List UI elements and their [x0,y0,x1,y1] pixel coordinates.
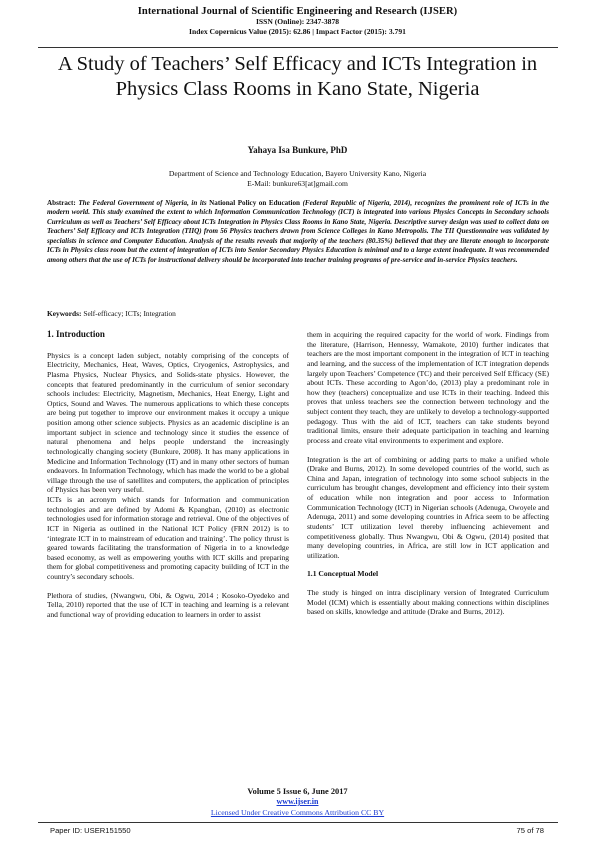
page-number: 75 of 78 [516,826,544,835]
paper-id: Paper ID: USER151550 [50,826,131,835]
abstract-label: Abstract: [47,199,76,207]
abstract-text-2: (Federal Republic of Nigeria, 2014), recognizes the prominent role of ICTs in the modern world. This study examined the extent to which Information Communication Technology (ICT) is integrated into various Physics Concepts in Secondary schools Curriculum as well as Teachers’ Self Efficacy about ICTs Integration in Physics Class Rooms in Kano State, Nigeria. Descriptive survey design was used to collect data on Teachers’ Self Efficacy and ICTs Integration (TIIQ) from 56 Physics teachers drawn from Science Colleges in Kano Metropolis. The TII Questionnaire was validated by specialists in science and Computer Education. Analysis of the results reveals that majority of the teachers (80.35%) believed that they are literate enough to incorporate ICTs in Physics class room but the extent of integration of ICTs into Senior Secondary Physics Education is minimal and to a large extent inadequate. It was recommended among others that the use of ICTs for instructional delivery should be incorporated into teacher training programs of pre-service and in-service Physics teachers. [47,199,549,264]
paragraph: Integration is the art of combining or adding parts to make a unified whole (Drake and Burns, 2012). In some developed countries of the world, such as China and Japan, integration of technology into some school subjects in the curriculum has brought changes, development and efficiency into their system of education while non integration and poor access to Information Communication Technology (ICT) in Nigerian schools (Adenuga, Owoyele and Adenuga, 2011) and some developing countries in Africa seem to be affecting students’ ICT utilization level thereby influencing achievement and competitiveness globally. Thus Nwangwu, Obi & Ogwu, (2014) posited that many developing countries, in Africa, are still low in ICT application and utilization. [307,454,549,560]
author-name: Yahaya Isa Bunkure, PhD [247,145,348,155]
keywords-label: Keywords: [47,309,82,318]
license-link[interactable]: Licensed Under Creative Commons Attribution CC BY [210,808,385,817]
journal-index: Index Copernicus Value (2015): 62.86 | Impact Factor (2015): 3.791 [189,27,406,36]
journal-issn: ISSN (Online): 2347-3878 [255,17,340,26]
keywords [47,309,549,318]
journal-header [0,6,595,37]
paragraph: Plethora of studies, (Nwangwu, Obi, & Ogwu, 2014 ; Kosoko-Oyedeko and Tella, 2010) reported that the use of ICT in teaching and learning is a relevant and functional way of providing education to learners in order to assist [47,590,289,619]
keywords-text: Self-efficacy; ICTs; Integration [83,309,176,318]
author-affiliation [0,169,595,189]
page-footer [0,787,595,818]
author-department: Department of Science and Technology Education, Bayero University Kano, Nigeria [168,169,427,178]
author-email: E-Mail: bunkure63[at]gmail.com [247,179,348,188]
abstract-text-1: The Federal Government of Nigeria, in its [78,199,207,207]
paragraph: Physics is a concept laden subject, notably comprising of the concepts of Electricity, Mechanics, Heat, Waves, Optics, Cryogenics, Astrophysics, and Plasma Physics, Nuclear Physics, and Solids-state physics. However, the concepts that featured predominantly in the curriculum of senior secondary schools includes: Electricity, Magnetism, Mechanics, Heat Energy, Light and Optics, Sound and Waves. The numerous applications to which these concepts are being put together to improve our environment makes it occupy a unique position among other science subjects. Physics as an academic discipline is an important subject in science and technology since it studies the essence of natural phenomena and helps people understand the increasingly technologically changing society (Bunkure, 2008). It has many applications in Medicine and Information Technology (IT) and in many other sectors of human endeavors. In Information Technology, which has made the world to be a global village through the use of satellites and computers, the application of principles of Physics has been very useful. [47,350,289,495]
footer-divider [38,822,558,823]
right-column [307,330,549,617]
abstract [47,199,549,265]
header-divider [38,47,558,48]
paragraph: them in acquiring the required capacity for the world of work. Findings from the literature, (Harrison, Hennessy, Wamakote, 2010) further indicates that teachers are the most important component in the integration of ICT in teaching and learning, and the success of the implementation of ICT integration depends largely upon Teachers’ Competence (TC) and their perceived Self Efficacy (SE) about ICTs. These according to Agon’do, (2013) play a predominant role in how they (teachers) conceptualize and use ICTs in their teaching. Indeed this proves that unless teachers see the connection between technology and the subject content they teach, they are unlikely to develop a technology-supported pedagogy. Thus with the aid of ICT, teachers can take students beyond traditional limits, ensure their adequate participation in teaching and learning process and create vital environments to experiment and explore. [307,330,549,445]
section-heading-introduction: 1. Introduction [47,329,105,339]
paper-title: A Study of Teachers’ Self Efficacy and ICTs Integration in Physics Class Rooms in Kano State, Nigeria [57,53,538,100]
volume-issue: Volume 5 Issue 6, June 2017 [247,787,348,796]
left-column [47,330,289,620]
journal-name: International Journal of Scientific Engineering and Research (IJSER) [137,6,458,17]
journal-website-link[interactable]: www.ijser.in [276,797,319,806]
paragraph: The study is hinged on intra disciplinary version of Integrated Curriculum Model (ICM) which is essentially about making connections within disciplines based on skills, knowledge and attitude (Drake and Burns, 2012). [307,588,549,617]
abstract-policy-name: National Policy on Education [209,199,300,207]
subsection-heading-conceptual-model: 1.1 Conceptual Model [307,569,379,579]
paragraph: ICTs is an acronym which stands for Information and communication technologies and are defined by Adomi & Kpangban, (2010) as electronic technologies used for information storage and retrieval. One of the objectives of ICT in Nigeria as outlined in the National ICT Policy (FRN 2012) is to ‘integrate ICT in to mainstream of education and training’. The policy thrust is geared towards facilitating the transformation of Nigeria in to a knowledge based economy, as well as empowering youths with ICT skills and preparing them for global competitiveness and promoting capacity building of ICT in the country’s secondary schools. [47,495,289,581]
